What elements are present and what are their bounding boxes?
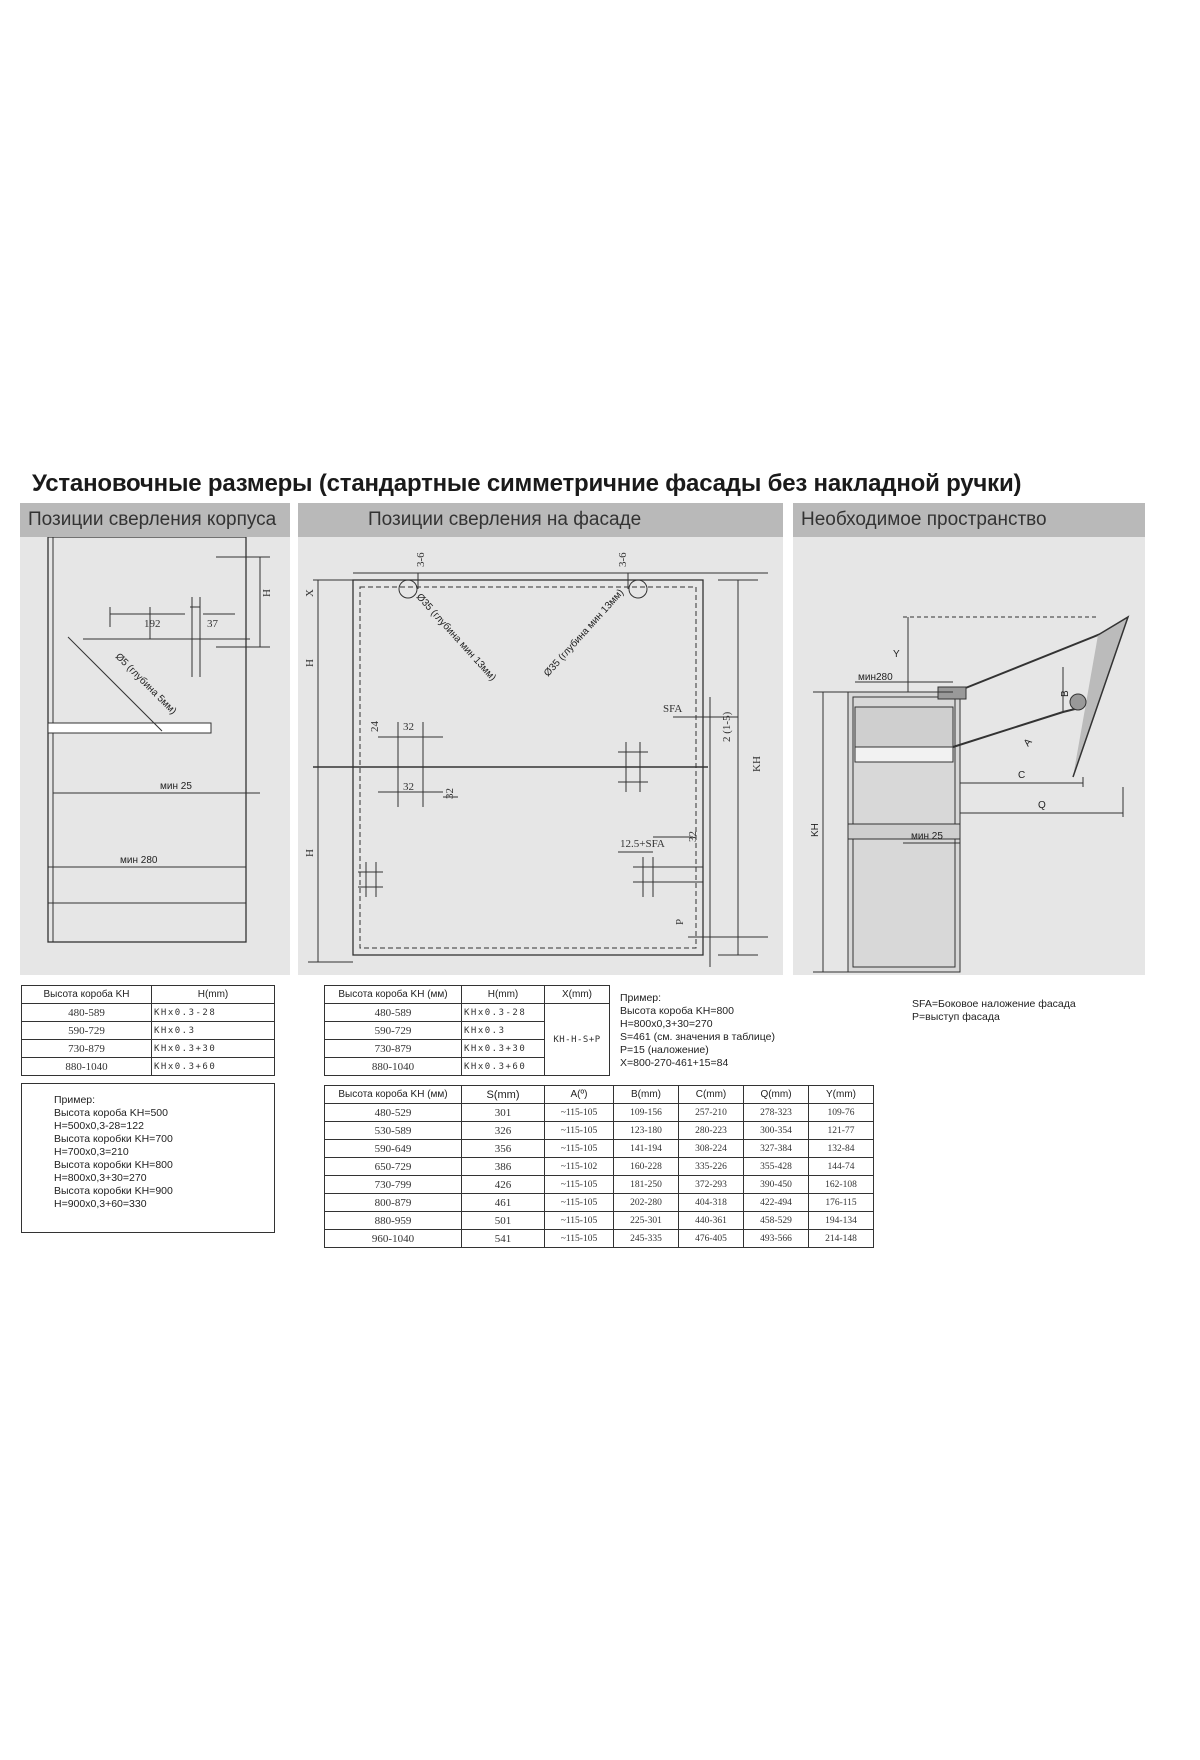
table-cell: 327-384: [744, 1140, 809, 1158]
dim-c: C: [1018, 770, 1026, 781]
cell-kh: 730-879: [325, 1040, 462, 1058]
table-cell: ~115-105: [545, 1104, 614, 1122]
dim-h-lower: H: [304, 849, 316, 857]
dim-kh: KH: [810, 823, 821, 837]
table-cell: 144-74: [809, 1158, 874, 1176]
example-line: H=800x0,3+30=270: [620, 1018, 713, 1030]
header-h: H(mm): [462, 986, 545, 1004]
table-cell: 308-224: [679, 1140, 744, 1158]
table-cell: 202-280: [614, 1194, 679, 1212]
table-cell: 176-115: [809, 1194, 874, 1212]
table-cell: 372-293: [679, 1176, 744, 1194]
dim-y: Y: [893, 649, 900, 660]
header-q: Q(mm): [744, 1086, 809, 1104]
example-line: H=900x0,3+60=330: [54, 1198, 147, 1210]
example-box-left: [21, 1083, 275, 1233]
table-header-row: [22, 986, 275, 1004]
table-cell: 440-361: [679, 1212, 744, 1230]
table-cell: 960-1040: [325, 1230, 462, 1248]
table-header-row: [325, 986, 610, 1004]
panel-required-space: [793, 503, 1145, 975]
space-values-body: [325, 1104, 874, 1248]
table-cell: 181-250: [614, 1176, 679, 1194]
hinge-hole-left: [399, 580, 417, 598]
hinge-hole-right-label: Ø35 (глубина мин 13мм): [542, 587, 627, 680]
table-cell: 109-156: [614, 1104, 679, 1122]
cell-h: KHx0.3+60: [152, 1058, 275, 1076]
panel-front-drilling: [298, 503, 783, 975]
table-cell: 356: [462, 1140, 545, 1158]
cell-h: KHx0.3-28: [152, 1004, 275, 1022]
dim-kh: KH: [751, 756, 763, 772]
table-cell: 541: [462, 1230, 545, 1248]
cabinet-side-outline: [48, 537, 246, 942]
header-c: C(mm): [679, 1086, 744, 1104]
table-cell: ~115-105: [545, 1230, 614, 1248]
example-line: H=500x0,3-28=122: [54, 1120, 144, 1132]
dim-32-right: 32: [687, 831, 699, 842]
panel-cabinet-drilling: [20, 503, 290, 975]
example-line: Пример:: [54, 1094, 96, 1106]
dim-x: X: [304, 589, 316, 597]
dim-min25: мин 25: [911, 831, 943, 842]
min25-label: мин 25: [160, 781, 192, 792]
table-cell: 245-335: [614, 1230, 679, 1248]
table-cell: 404-318: [679, 1194, 744, 1212]
cell-kh: 880-1040: [22, 1058, 152, 1076]
example-line: Высота короба KH=800: [620, 1005, 734, 1017]
table-cell: 650-729: [325, 1158, 462, 1176]
table-row: [22, 1058, 275, 1076]
example-line: H=800x0,3+30=270: [54, 1172, 147, 1184]
panel-front-drilling-title: Позиции сверления на фасаде: [298, 503, 783, 537]
dim-a: A: [1021, 736, 1035, 749]
table-cell: 730-799: [325, 1176, 462, 1194]
table-cell: 214-148: [809, 1230, 874, 1248]
example-line: Высота короба KH=500: [54, 1107, 168, 1119]
hinge-hole-left-label: Ø35 (глубина мин 13мм): [413, 591, 498, 684]
dim-b: B: [1060, 690, 1071, 697]
table-cell: 386: [462, 1158, 545, 1176]
page-title: Установочные размеры (стандартные симметричние фасады без накладной ручки): [32, 470, 1022, 497]
table-header-row: [325, 1086, 874, 1104]
table-cell: 800-879: [325, 1194, 462, 1212]
table-row: [325, 1212, 874, 1230]
table-row: [325, 1230, 874, 1248]
dim-min280: мин280: [858, 672, 893, 683]
example-line: X=800-270-461+15=84: [620, 1057, 729, 1069]
example-line: Пример:: [620, 992, 662, 1004]
dim-24: 24: [369, 721, 381, 732]
dim-192: 192: [144, 618, 161, 630]
legend-sfa: SFA=Боковое наложение фасада: [912, 998, 1076, 1010]
table-row: [325, 1140, 874, 1158]
example-line: Высота коробки KH=900: [54, 1185, 173, 1197]
table-cell: ~115-105: [545, 1122, 614, 1140]
table-row: [325, 1122, 874, 1140]
dim-h: H: [261, 589, 273, 597]
example-line: P=15 (наложение): [620, 1044, 709, 1056]
example-middle: [620, 992, 775, 1070]
header-kh: Высота короба KH (мм): [325, 986, 462, 1004]
cell-kh: 480-589: [325, 1004, 462, 1022]
cell-h: KHx0.3-28: [462, 1004, 545, 1022]
table-row: [22, 1040, 275, 1058]
table-cell: 257-210: [679, 1104, 744, 1122]
header-s: S(mm): [462, 1086, 545, 1104]
required-space-drawing: [793, 537, 1145, 975]
cabinet-drilling-drawing: [20, 537, 290, 975]
cell-h: KHx0.3+60: [462, 1058, 545, 1076]
table-cell: ~115-105: [545, 1176, 614, 1194]
table-cell: 480-529: [325, 1104, 462, 1122]
table-cell: 530-589: [325, 1122, 462, 1140]
table-cell: ~115-105: [545, 1140, 614, 1158]
table-cell: 301: [462, 1104, 545, 1122]
table-cell: 280-223: [679, 1122, 744, 1140]
table-cell: 160-228: [614, 1158, 679, 1176]
table-cell: 123-180: [614, 1122, 679, 1140]
dim-37: 37: [207, 618, 218, 630]
table-cell: 121-77: [809, 1122, 874, 1140]
table-row: [325, 1158, 874, 1176]
hole-label: Ø5 (глубина 5мм): [112, 651, 179, 717]
table-cell: 390-450: [744, 1176, 809, 1194]
header-h: H(mm): [152, 986, 275, 1004]
header-kh: Высота короба KH: [22, 986, 152, 1004]
table-row: [325, 1176, 874, 1194]
table-cell: ~115-105: [545, 1194, 614, 1212]
table-cell: 109-76: [809, 1104, 874, 1122]
hinge-hole-right: [629, 580, 647, 598]
example-line: Высота коробки KH=700: [54, 1133, 173, 1145]
table-cell: 132-84: [809, 1140, 874, 1158]
table-cell: 141-194: [614, 1140, 679, 1158]
table-cell: 326: [462, 1122, 545, 1140]
table-cell: ~115-102: [545, 1158, 614, 1176]
table-cell: 493-566: [744, 1230, 809, 1248]
cell-x-formula: KH-H-S+P: [545, 1004, 610, 1076]
table-cell: 422-494: [744, 1194, 809, 1212]
table-cell: 461: [462, 1194, 545, 1212]
cell-h: KHx0.3: [152, 1022, 275, 1040]
table-cell: 278-323: [744, 1104, 809, 1122]
table-row: [22, 1004, 275, 1022]
lift-pivot: [1070, 694, 1086, 710]
panel-cabinet-drilling-title: Позиции сверления корпуса: [20, 503, 290, 537]
table-row: [325, 1194, 874, 1212]
table-cell: 590-649: [325, 1140, 462, 1158]
table-cell: 300-354: [744, 1122, 809, 1140]
h-formula-table: [21, 985, 275, 1076]
cell-kh: 730-879: [22, 1040, 152, 1058]
dim-3-6-right: 3-6: [617, 552, 629, 567]
table-cell: 194-134: [809, 1212, 874, 1230]
dim-32-side: 32: [444, 788, 456, 799]
min280-label: мин 280: [120, 855, 158, 866]
dim-32-top: 32: [403, 721, 414, 733]
dim-3-6-left: 3-6: [415, 552, 427, 567]
table-cell: 426: [462, 1176, 545, 1194]
dim-h-upper: H: [304, 659, 316, 667]
dim-q: Q: [1038, 800, 1046, 811]
table-cell: 501: [462, 1212, 545, 1230]
legend: [912, 998, 1076, 1024]
example-line: Высота коробки KH=800: [54, 1159, 173, 1171]
front-drilling-drawing: [298, 537, 783, 975]
example-line: H=700x0,3=210: [54, 1146, 129, 1158]
header-b: B(mm): [614, 1086, 679, 1104]
cell-kh: 590-729: [325, 1022, 462, 1040]
cell-h: KHx0.3: [462, 1022, 545, 1040]
cabinet-shelf: [48, 723, 211, 733]
table-cell: 335-226: [679, 1158, 744, 1176]
table-cell: 355-428: [744, 1158, 809, 1176]
legend-p: P=выступ фасада: [912, 1011, 1000, 1023]
dim-p: P: [674, 918, 686, 925]
cell-h: KHx0.3+30: [152, 1040, 275, 1058]
panel-required-space-title: Необходимое пространство: [793, 503, 1145, 537]
header-a: A(º): [545, 1086, 614, 1104]
space-values-table: [324, 1085, 874, 1248]
dim-sfa: SFA: [663, 703, 683, 715]
table-row: [325, 1004, 610, 1022]
cell-h: KHx0.3+30: [462, 1040, 545, 1058]
example-line: S=461 (см. значения в таблице): [620, 1031, 775, 1043]
table-cell: 225-301: [614, 1212, 679, 1230]
table-cell: 458-529: [744, 1212, 809, 1230]
x-formula-table: [324, 985, 610, 1076]
dim-gap: 2 (1-5): [721, 711, 733, 742]
header-y: Y(mm): [809, 1086, 874, 1104]
table-cell: 880-959: [325, 1212, 462, 1230]
lift-arm: [953, 707, 1083, 747]
table-row: [325, 1104, 874, 1122]
dim-12-5-sfa: 12.5+SFA: [620, 838, 665, 850]
cell-kh: 590-729: [22, 1022, 152, 1040]
cell-kh: 880-1040: [325, 1058, 462, 1076]
table-cell: 162-108: [809, 1176, 874, 1194]
dim-32-bottom: 32: [403, 781, 414, 793]
table-row: [22, 1022, 275, 1040]
table-cell: 476-405: [679, 1230, 744, 1248]
table-cell: ~115-105: [545, 1212, 614, 1230]
header-kh: Высота короба KH (мм): [325, 1086, 462, 1104]
cell-kh: 480-589: [22, 1004, 152, 1022]
header-x: X(mm): [545, 986, 610, 1004]
